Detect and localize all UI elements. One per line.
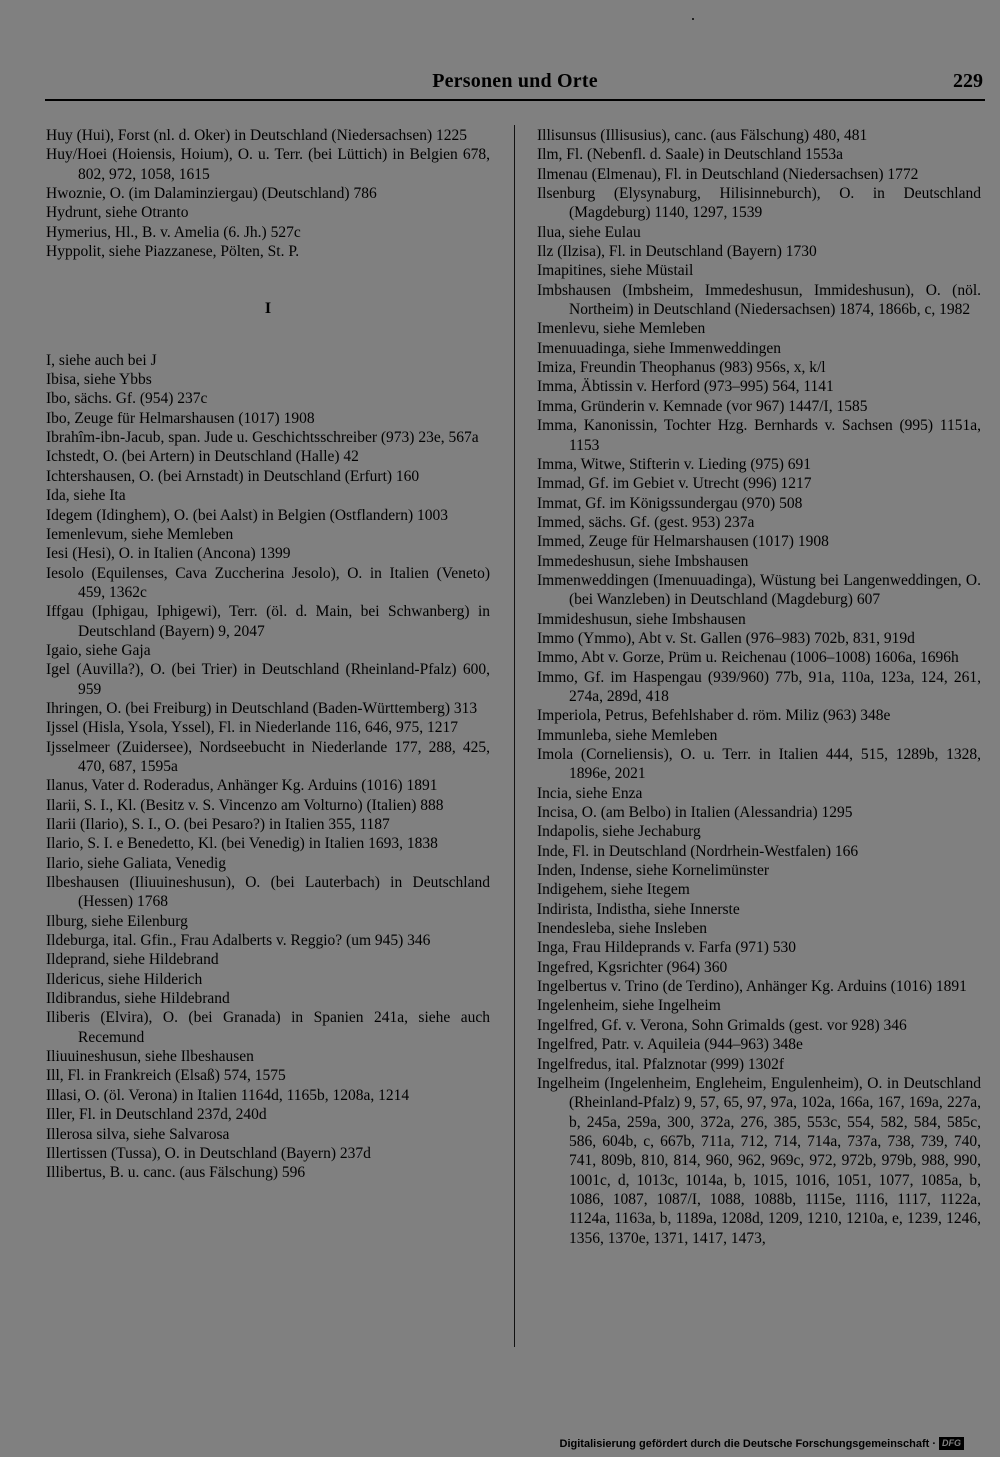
index-entry: Immed, Zeuge für Helmarshausen (1017) 1908 (537, 533, 829, 551)
index-entry: Imola (Corneliensis), O. u. Terr. in Italien 444, 515, 1289b, 1328, 1896e, 2021 (537, 746, 981, 783)
index-entry: Illertissen (Tussa), O. in Deutschland (Bayern) 237d (46, 1144, 371, 1162)
index-entry: Ilario, siehe Galiata, Venedig (46, 854, 227, 872)
index-entry: Ibrahîm-ibn-Jacub, span. Jude u. Geschichtsschreiber (973) 23e, 567a (46, 429, 479, 447)
index-entry: Hydrunt, siehe Otranto (46, 204, 189, 222)
index-entry: Ingelenheim, siehe Ingelheim (537, 997, 721, 1015)
index-entry: Illibertus, B. u. canc. (aus Fälschung) 596 (46, 1164, 306, 1182)
index-entry: Iemenlevum, siehe Memleben (46, 525, 234, 543)
index-entry: Immunleba, siehe Memleben (537, 726, 718, 744)
index-entry: Imma, Äbtissin v. Herford (973–995) 564, 1141 (537, 378, 834, 396)
index-entry: Immideshusun, siehe Imbshausen (537, 610, 746, 628)
index-entry: Ill, Fl. in Frankreich (Elsaß) 574, 1575 (46, 1067, 286, 1085)
index-entry: Ibo, sächs. Gf. (954) 237c (46, 390, 208, 408)
letter-heading-i: I (264, 300, 272, 318)
page-number: 229 (953, 70, 983, 92)
column-divider (514, 125, 515, 1347)
digitization-footer: Digitalisierung gefördert durch die Deutsche Forschungsgemeinschaft · DFG (560, 1437, 964, 1450)
index-entry: Immenweddingen (Imenuuadinga), Wüstung bei Langenweddingen, O. (bei Wanzleben) in Deutschland (Magdeburg) 607 (537, 571, 981, 609)
index-entry: Illerosa silva, siehe Salvarosa (46, 1125, 230, 1143)
index-entry: Imma, Gründerin v. Kemnade (vor 967) 1447/I, 1585 (537, 397, 868, 415)
index-entry: Huy (Hui), Forst (nl. d. Oker) in Deutschland (Niedersachsen) 1225 (46, 127, 467, 144)
index-entry: Iffgau (Iphigau, Iphigewi), Terr. (öl. d. Main, bei Schwanberg) in Deutschland (Bayern) 9, 2047 (46, 603, 490, 640)
right-column (537, 126, 981, 1248)
index-entry: Ilburg, siehe Eilenburg (46, 912, 188, 930)
index-entry: Hyppolit, siehe Piazzanese, Pölten, St. P. (46, 243, 300, 261)
footer-text: Digitalisierung gefördert durch die Deutsche Forschungsgemeinschaft (559, 1437, 930, 1450)
page-header (45, 68, 985, 102)
index-entry: Imiza, Freundin Theophanus (983) 956s, x, k/l (537, 359, 826, 377)
index-entry: Inendesleba, siehe Insleben (537, 920, 708, 938)
index-entry: Ingelfredus, ital. Pfalznotar (999) 1302f (537, 1055, 785, 1073)
index-entry: Ilm, Fl. (Nebenfl. d. Saale) in Deutschland 1553a (537, 146, 844, 164)
index-entry: Indapolis, siehe Jechaburg (537, 823, 701, 841)
index-entry: Imma, Witwe, Stifterin v. Lieding (975) 691 (537, 455, 812, 473)
index-entry: Imenlevu, siehe Memleben (537, 320, 706, 338)
index-entry: Ilbeshausen (Iliuuineshusun), O. (bei Lauterbach) in Deutschland (Hessen) 1768 (46, 874, 490, 911)
index-entry: Ildeprand, siehe Hildebrand (46, 951, 219, 969)
index-entry: Inga, Frau Hildeprands v. Farfa (971) 530 (537, 939, 796, 957)
index-entry: Iller, Fl. in Deutschland 237d, 240d (46, 1106, 267, 1124)
scan-speck (692, 18, 694, 20)
running-title: Personen und Orte (432, 70, 598, 92)
index-entry: Ilarii (Ilario), S. I., O. (bei Pesaro?) in Italien 355, 1187 (46, 816, 390, 833)
index-entry: Inden, Indense, siehe Kornelimünster (537, 862, 770, 880)
index-entry: Ichstedt, O. (bei Artern) in Deutschland (Halle) 42 (46, 448, 359, 466)
index-entry: Indigehem, siehe Itegem (537, 881, 690, 899)
index-entry: Ihringen, O. (bei Freiburg) in Deutschland (Baden-Württemberg) 313 (46, 699, 478, 717)
index-entry: Ingefred, Kgsrichter (964) 360 (537, 958, 728, 976)
index-entry: Illasi, O. (öl. Verona) in Italien 1164d, 1165b, 1208a, 1214 (46, 1086, 410, 1104)
index-entry: Immo, Gf. im Haspengau (939/960) 77b, 91a, 110a, 123a, 124, 261, 274a, 289d, 418 (537, 668, 981, 705)
index-entry: Imapitines, siehe Müstail (537, 262, 694, 280)
index-entry: Hwoznie, O. (im Dalaminziergau) (Deutschland) 786 (46, 185, 377, 203)
index-entry: Ijssel (Hisla, Ysola, Yssel), Fl. in Niederlande 116, 646, 975, 1217 (46, 719, 458, 737)
index-entry: Igel (Auvilla?), O. (bei Trier) in Deutschland (Rheinland-Pfalz) 600, 959 (46, 661, 490, 698)
index-entry: Ilanus, Vater d. Roderadus, Anhänger Kg. Arduins (1016) 1891 (46, 777, 438, 795)
index-entry: Ildeburga, ital. Gfin., Frau Adalberts v. Reggio? (um 945) 346 (46, 932, 431, 950)
index-entry: Iesolo (Equilenses, Cava Zuccherina Jesolo), O. in Italien (Veneto) 459, 1362c (46, 564, 490, 601)
index-entry: Immedeshusun, siehe Imbshausen (537, 552, 749, 570)
index-entry: Ilua, siehe Eulau (537, 223, 641, 241)
index-entry: Hymerius, Hl., B. v. Amelia (6. Jh.) 527c (46, 223, 301, 241)
index-entry: Ilz (Ilzisa), Fl. in Deutschland (Bayern) 1730 (537, 243, 817, 261)
left-column (46, 126, 490, 1183)
index-entry: Indirista, Indistha, siehe Innerste (537, 900, 740, 918)
index-entry: Iliuuineshusun, siehe Ilbeshausen (46, 1048, 254, 1066)
entries-i-section (46, 351, 490, 1183)
index-entry: Incia, siehe Enza (537, 784, 643, 802)
index-entry: Ijsselmeer (Zuidersee), Nordseebucht in Niederlande 177, 288, 425, 470, 687, 1595a (46, 738, 490, 775)
index-entry: Ibo, Zeuge für Helmarshausen (1017) 1908 (46, 409, 315, 427)
index-entry: I, siehe auch bei J (46, 351, 157, 369)
index-entry: Iesi (Hesi), O. in Italien (Ancona) 1399 (46, 545, 291, 563)
index-entry: Ingelbertus v. Trino (de Terdino), Anhänger Kg. Arduins (1016) 1891 (537, 978, 967, 996)
index-entry: Ibisa, siehe Ybbs (46, 371, 152, 389)
index-entry: Ildericus, siehe Hilderich (46, 970, 203, 988)
entries-i-continued (537, 126, 981, 1248)
header-rule (45, 99, 985, 101)
index-entry: Ilarii, S. I., Kl. (Besitz v. S. Vincenzo am Volturno) (Italien) 888 (46, 796, 444, 814)
index-entry: Huy/Hoei (Hoiensis, Hoium), O. u. Terr. (bei Lüttich) in Belgien 678, 802, 972, 1058, 1615 (46, 146, 490, 183)
index-entry: Iliberis (Elvira), O. (bei Granada) in Spanien 241a, siehe auch Recemund (46, 1009, 490, 1046)
index-entry: Immo (Ymmo), Abt v. St. Gallen (976–983) 702b, 831, 919d (537, 629, 915, 647)
index-entry: Immed, sächs. Gf. (gest. 953) 237a (537, 513, 755, 531)
index-entry: Ichtershausen, O. (bei Arnstadt) in Deutschland (Erfurt) 160 (46, 467, 420, 485)
index-entry: Ingelfred, Patr. v. Aquileia (944–963) 348e (537, 1036, 803, 1054)
index-entry: Ildibrandus, siehe Hildebrand (46, 990, 230, 1008)
index-entry: Imma, Kanonissin, Tochter Hzg. Bernhards v. Sachsen (995) 1151a, 1153 (537, 417, 981, 454)
index-entry: Ilmenau (Elmenau), Fl. in Deutschland (Niedersachsen) 1772 (537, 165, 919, 183)
index-entry: Ilsenburg (Elysynaburg, Hilisinneburch), O. in Deutschland (Magdeburg) 1140, 1297, 1539 (537, 185, 981, 222)
index-entry: Ilario, S. I. e Benedetto, Kl. (bei Venedig) in Italien 1693, 1838 (46, 835, 438, 853)
index-entry: Imbshausen (Imbsheim, Immedeshusun, Immideshusun), O. (nöl. Northeim) in Deutschland (Niedersachsen) 1874, 1866b, c, 1982 (537, 281, 981, 319)
index-entry: Ingelheim (Ingelenheim, Engleheim, Engulenheim), O. in Deutschland (Rheinland-Pfalz) 9, 57, 65, 97, 97a, 102a, 166a, 167, 169a, 227a, b, 245a, 259a, 300, 372a, 276, 385, 553c, 554, 582, 584, 585c, 586, 604b, c, 667b, 711a, 712, 714, 714a, 737a, 738, 739, 740, 741, 809b, 810, 814, 960, 962, 969c, 972, 972b, 979b, 988, 990, 1001c, d, 1013c, 1014a, b, 1015, 1016, 1051, 1077, 1085a, b, 1086, 1087, 1087/I, 1088, 1088b, 1115e, 1116, 1117, 1122a, 1124a, 1163a, b, 1189a, 1208d, 1209, 1210, 1210a, e, 1239, 1246, 1356, 1370e, 1371, 1417, 1473, (537, 1074, 981, 1247)
index-entry: Ingelfred, Gf. v. Verona, Sohn Grimalds (gest. vor 928) 346 (537, 1016, 907, 1034)
index-entry: Illisunsus (Illisusius), canc. (aus Fälschung) 480, 481 (537, 127, 868, 144)
index-entry: Ida, siehe Ita (46, 487, 126, 505)
index-entry: Immad, Gf. im Gebiet v. Utrecht (996) 1217 (537, 475, 812, 493)
index-entry: Immat, Gf. im Königssundergau (970) 508 (537, 494, 803, 512)
index-entry: Inde, Fl. in Deutschland (Nordrhein-Westfalen) 166 (537, 842, 859, 860)
index-entry: Idegem (Idinghem), O. (bei Aalst) in Belgien (Ostflandern) 1003 (46, 506, 449, 524)
index-entry: Incisa, O. (am Belbo) in Italien (Alessandria) 1295 (537, 804, 853, 822)
index-entry: Imenuuadinga, siehe Immenweddingen (537, 339, 782, 357)
index-entry: Imperiola, Petrus, Befehlshaber d. röm. Miliz (963) 348e (537, 707, 891, 725)
index-entry: Igaio, siehe Gaja (46, 641, 151, 659)
entries-h-section (46, 126, 490, 261)
dfg-logo: DFG (939, 1437, 964, 1450)
index-entry: Immo, Abt v. Gorze, Prüm u. Reichenau (1006–1008) 1606a, 1696h (537, 649, 959, 667)
